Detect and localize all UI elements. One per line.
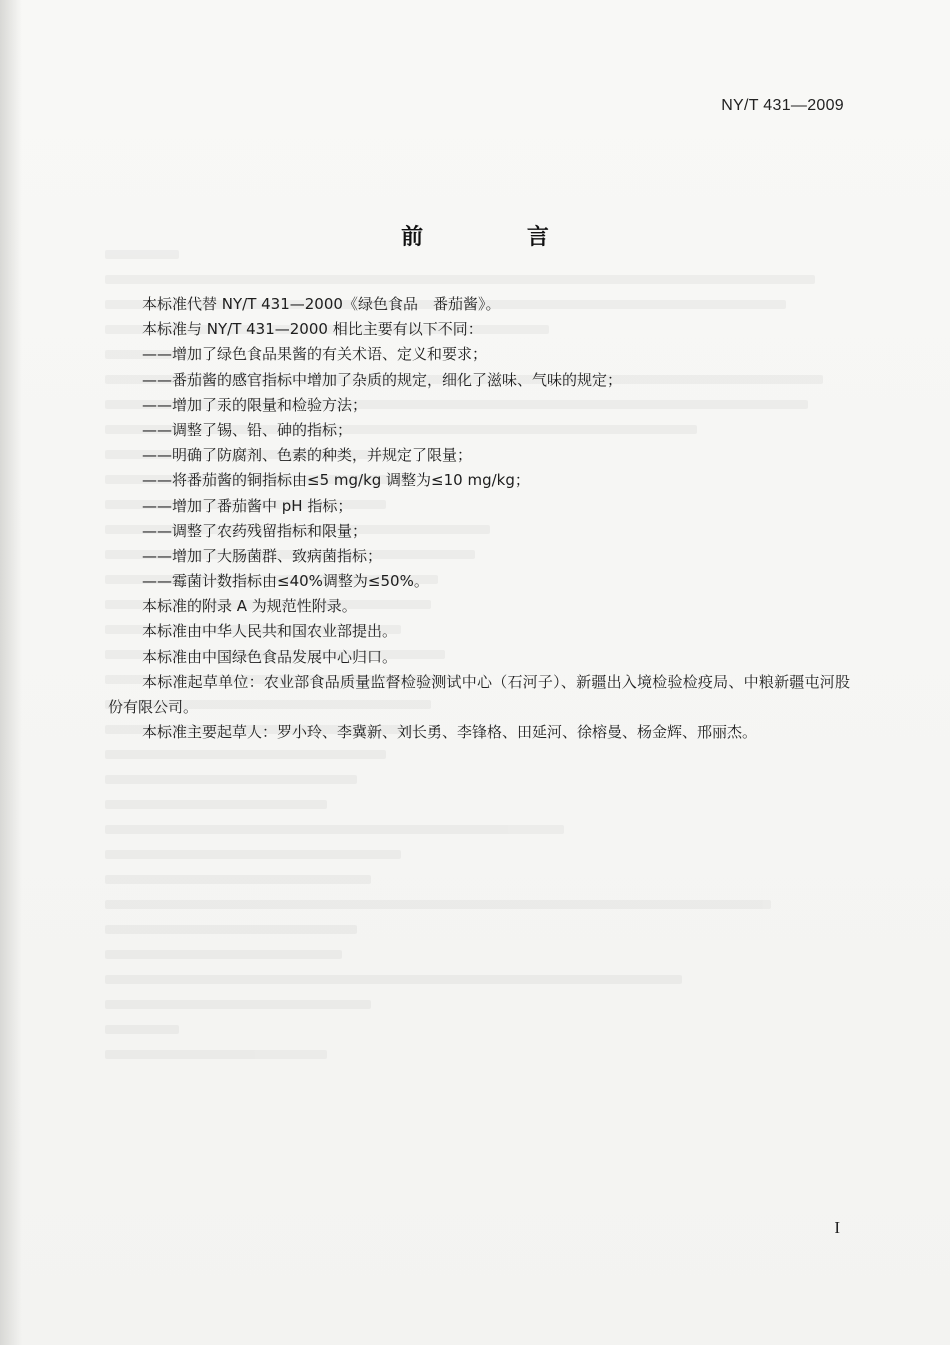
list-item: ——霉菌计数指标由≤40%调整为≤50%。	[142, 572, 429, 591]
paragraph-drafting-units: 本标准起草单位：农业部食品质量监督检验测试中心（石河子）、新疆出入境检验检疫局、中粮新疆屯河股份有限公司。	[108, 672, 850, 717]
list-item: ——增加了绿色食品果酱的有关术语、定义和要求；	[142, 345, 488, 364]
paragraph-centralized-by: 本标准由中国绿色食品发展中心归口。	[142, 647, 398, 666]
paragraph-differences-intro: 本标准与 NY/T 431—2000 相比主要有以下不同：	[142, 320, 483, 339]
standard-code: NY/T 431—2009	[721, 97, 844, 114]
list-item: ——调整了农药残留指标和限量；	[142, 521, 368, 540]
list-item: ——调整了锡、铅、砷的指标；	[142, 420, 353, 439]
paragraph-replaces: 本标准代替 NY/T 431—2000《绿色食品 番茄酱》。	[142, 295, 501, 313]
list-item: ——增加了大肠菌群、致病菌指标；	[142, 546, 383, 565]
list-item: ——增加了汞的限量和检验方法；	[142, 395, 368, 414]
list-item: ——将番茄酱的铜指标由≤5 mg/kg 调整为≤10 mg/kg；	[142, 471, 530, 490]
paragraph-appendix: 本标准的附录 A 为规范性附录。	[142, 597, 357, 616]
page-title: 前 言	[401, 225, 597, 250]
document-body	[108, 292, 850, 745]
paragraph-drafters: 本标准主要起草人：罗小玲、李冀新、刘长勇、李锋格、田延河、徐榕曼、杨金辉、邢丽杰。	[142, 723, 758, 742]
paragraph-proposed-by: 本标准由中华人民共和国农业部提出。	[142, 622, 398, 641]
page-number: I	[834, 1218, 840, 1237]
list-item: ——番茄酱的感官指标中增加了杂质的规定，细化了滋味、气味的规定；	[142, 370, 623, 389]
page-edge-shadow	[0, 0, 22, 1345]
list-item: ——明确了防腐剂、色素的种类，并规定了限量；	[142, 446, 473, 465]
list-item: ——增加了番茄酱中 pH 指标；	[142, 496, 353, 515]
